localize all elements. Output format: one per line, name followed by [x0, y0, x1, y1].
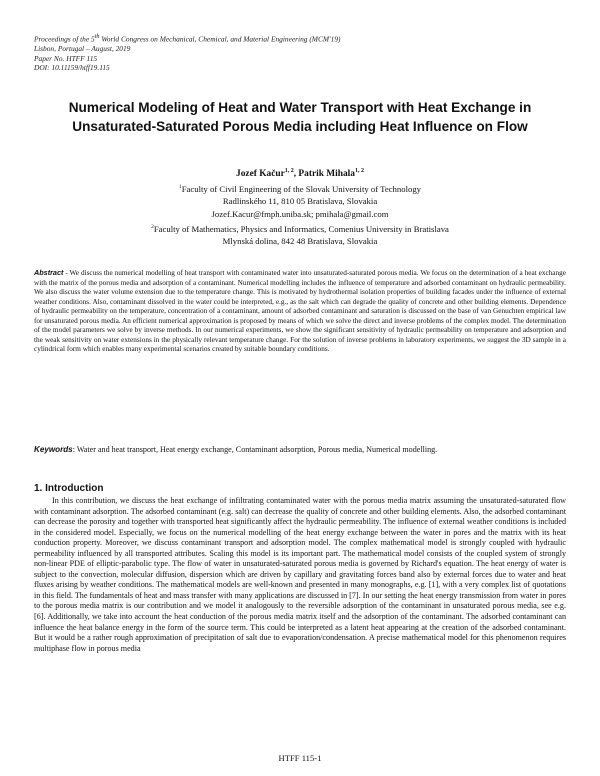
section-heading: 1. Introduction — [34, 483, 104, 494]
author-list — [0, 168, 600, 179]
keywords — [34, 445, 566, 455]
header-line-paper-no: Paper No. HTFF 115 — [34, 53, 98, 63]
author-2-sup: 1, 2 — [354, 168, 364, 174]
affiliation-1-sup: 1 — [178, 184, 182, 190]
keywords-text: : Water and heat transport, Heat energy exchange, Contaminant adsorption, Porous media, Numerical modelling. — [72, 445, 438, 454]
header-line-doi: DOI: 10.11159/htff19.115 — [34, 63, 110, 73]
affiliations — [0, 181, 600, 248]
affiliation-1-text: Faculty of Civil Engineering of the Slovak University of Technology — [181, 183, 422, 194]
page-footer: HTFF 115-1 — [278, 753, 322, 763]
affiliation-2-sup: 2 — [151, 223, 154, 230]
affiliation-1 — [0, 181, 600, 195]
author-1-sup: 1, 2 — [284, 168, 294, 174]
author-separator: , — [293, 169, 299, 180]
affiliation-2-address: Mlynská dolina, 842 48 Bratislava, Slovakia — [222, 236, 378, 247]
affiliation-2-text: Faculty of Mathematics, Physics and Informatics, Comenius University in Bratislava — [153, 223, 449, 234]
header-line-location: Lisbon, Portugal – August, 2019 — [34, 44, 131, 54]
introduction-paragraph: In this contribution, we discuss the heat exchange of infiltrating contaminated water with the porous media matrix assuming the unsaturated-saturated flow with contaminant adsorption. The adsorbed contaminant (e.g. salt) can decrease the quality of concrete and other building elements. Also, the adsorbed contaminant can decrease the porosity and together with transported heat significantly affect the hydraulic permeability. The influence of external weather conditions is included in the considered model. Especially, we focus on the numerical modelling of the heat energy exchange between the water in pores and the matrix with its heat conduction property. Moreover, we discuss contaminant transport and adsorption model. The complex mathematical model is strongly coupled with hydraulic permeability influenced by all transported attributes. Scaling this model is its important part. The mathematical model consists of the coupled system of strongly non-linear PDE of elliptic-parabolic type. The flow of water in unsaturated-saturated porous media is governed by Richard's equation. The heat energy of water is subject to the convection, molecular diffusion, dispersion which are driven by capillary and gravitating forces band also by external forces due to water and heat fluxes arising by weather conditions. The mathematical models are well-known and presented in many monographs, e.g. [1], with a very complex list of quotations in this field. The fundamentals of heat and mass transfer with many applications are discussed in [7]. In our setting the heat energy transmission from water in pores to the porous media matrix is our contribution and we model it analogously to the reversible adsorption of the contaminant in unsaturated porous media, see e.g. [6]. Additionally, we take into account the heat conduction of the porous media matrix itself and the adsorption of the contaminant. The adsorbed contaminant can influence the heat balance energy in the form of the source term. This could be interpreted as a latent heat appearing at the creation of the adsorbed contaminant. But it would be a rather rough approximation of precipitation of salt due to evaporation/condensation. A precise mathematical model for this phenomenon requires multiphase flow in porous media — [34, 496, 566, 653]
paper-title: Numerical Modeling of Heat and Water Transport with Heat Exchange in Unsaturated-Saturated Porous Media including Heat Influence on Flow — [68, 100, 532, 134]
abstract-text: - We discuss the numerical modelling of heat transport with contaminated water into unsaturated-saturated porous media. We focus on the determination of a heat exchange with the matrix of the porous media and adsorption of a contaminant. Numerical modelling includes the influence of temperature and adsorbed contaminant on hydraulic permeability. We also discuss the water volume extension due to the temperature change. This is motivated by hydrothermal isolation properties of building facades under the influence of external weather conditions. Also, contaminant dissolved in the water could be interpreted, e.g., as the salt which can degrade the quality of concrete and other building elements. Dependence of hydraulic permeability on the temperature, concentration of a contaminant, amount of adsorbed contaminant and saturation is discussed on the base of van Genuchten empirical law for unsaturated porous media. An efficient numerical approximation is proposed by means of which we solve the direct and inverse problems of the complex model. The determination of the model parameters we solve by inverse methods. In our numerical experiments, we show the significant sensitivity of hydraulic permeability on temperature and adsorption and the weak sensitivity on water extensions in the physically relevant temperature change. For the solution of inverse problems in laboratory experiments, we suggest the 3D sample in a cylindrical form which enables many experimental scenarios created by suitable boundary conditions. — [34, 269, 566, 354]
header-conference-pre: Proceedings of the 5 — [34, 34, 95, 44]
author-emails: Jozef.Kacur@fmph.uniba.sk; pmihala@gmail.com — [211, 209, 389, 220]
proceedings-header — [34, 33, 340, 73]
abstract — [34, 268, 566, 355]
author-1-name: Jozef Kačur — [236, 169, 285, 180]
affiliation-1-address: Radlinského 11, 810 05 Bratislava, Slovakia — [222, 196, 378, 207]
author-2-name: Patrik Mihala — [298, 169, 355, 180]
affiliation-2 — [0, 221, 600, 235]
header-conference-post: World Congress on Mechanical, Chemical, and Material Engineering (MCM'19) — [99, 34, 341, 44]
header-line-conference — [34, 33, 340, 44]
abstract-label: Abstract — [34, 268, 64, 277]
keywords-label: Keywords — [34, 445, 73, 454]
header-conference-sup: th — [94, 34, 100, 40]
